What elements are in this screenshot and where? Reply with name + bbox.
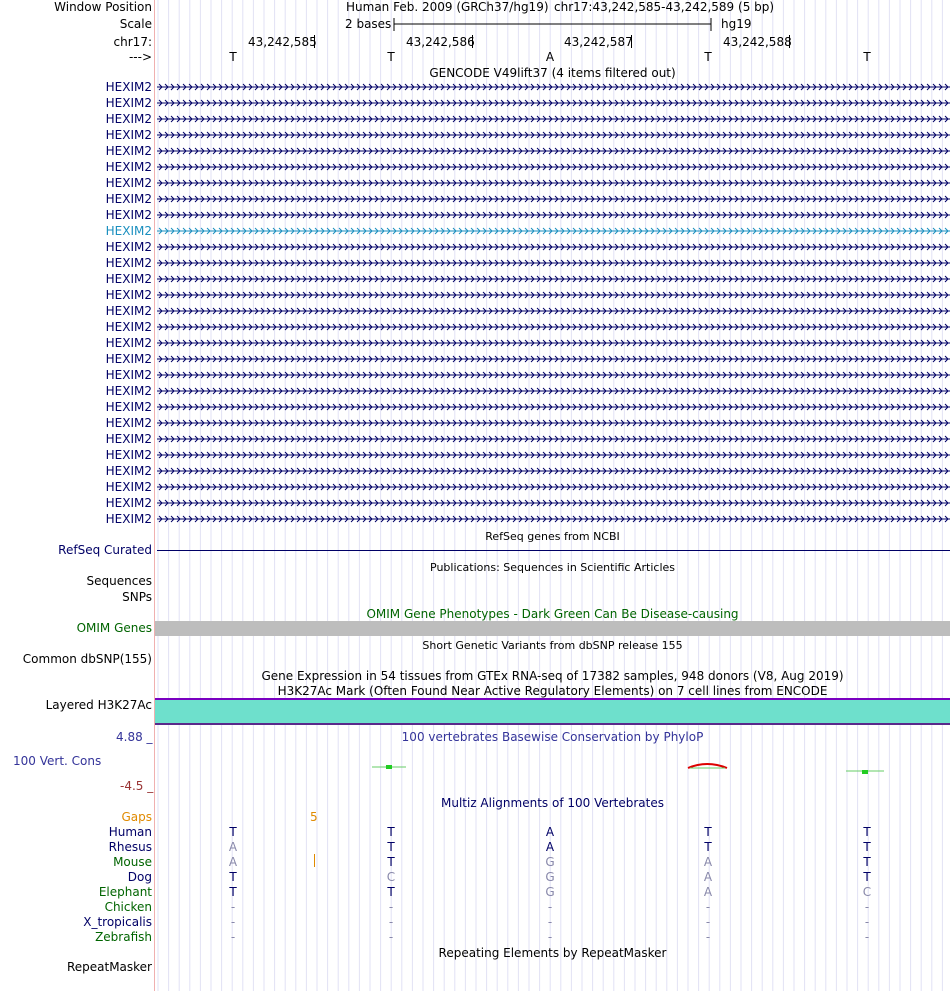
species-label[interactable]: Rhesus (108, 840, 152, 854)
transcript-label[interactable]: HEXIM2 (105, 96, 152, 110)
transcript-intron-line[interactable] (157, 367, 950, 383)
repeatmasker-track-title[interactable]: Repeating Elements by RepeatMasker (438, 946, 667, 960)
ruler-ticks (0, 33, 950, 49)
transcript-label[interactable]: HEXIM2 (105, 336, 152, 350)
transcript-label[interactable]: HEXIM2 (105, 160, 152, 174)
transcript-label[interactable]: HEXIM2 (105, 272, 152, 286)
transcript-label[interactable]: HEXIM2 (105, 256, 152, 270)
transcript-label[interactable]: HEXIM2 (105, 320, 152, 334)
alignment-base: - (230, 930, 236, 944)
transcript-intron-line[interactable] (157, 511, 950, 527)
gencode-transcript-row[interactable] (0, 111, 950, 127)
species-label[interactable]: Dog (127, 870, 152, 884)
transcript-label[interactable]: HEXIM2 (105, 448, 152, 462)
alignment-base: - (864, 930, 870, 944)
cons-track-title[interactable]: 100 vertebrates Basewise Conservation by PhyloP (401, 730, 704, 744)
alignment-base: T (229, 885, 237, 899)
publications-label[interactable]: Sequences (86, 574, 152, 588)
transcript-label[interactable]: HEXIM2 (105, 400, 152, 414)
alignment-base: T (387, 885, 395, 899)
transcript-intron-line[interactable] (157, 479, 950, 495)
alignment-base: T (229, 870, 237, 884)
transcript-intron-line[interactable] (157, 271, 950, 287)
transcript-intron-line[interactable] (157, 255, 950, 271)
alignment-base: - (230, 900, 236, 914)
alignment-base: T (863, 870, 871, 884)
gencode-transcript-row[interactable] (0, 143, 950, 159)
alignment-base: - (388, 915, 394, 929)
scale-db: hg19 (721, 17, 752, 31)
transcript-intron-line[interactable] (157, 319, 950, 335)
transcript-intron-line[interactable] (157, 159, 950, 175)
gencode-transcript-row[interactable] (0, 495, 950, 511)
gencode-transcript-row[interactable] (0, 431, 950, 447)
snps-label[interactable]: SNPs (122, 590, 152, 604)
gencode-transcript-row[interactable] (0, 79, 950, 95)
chrom-label[interactable]: chr17: (113, 35, 152, 49)
alignment-base: - (547, 900, 553, 914)
refseq-track-title[interactable]: RefSeq genes from NCBI (485, 530, 620, 543)
refseq-label[interactable]: RefSeq Curated (58, 543, 152, 557)
gencode-transcript-row[interactable] (0, 127, 950, 143)
gencode-transcript-row[interactable] (0, 415, 950, 431)
gencode-transcript-row[interactable] (0, 255, 950, 271)
window-position-label[interactable]: Window Position (54, 0, 152, 14)
transcript-intron-line[interactable] (157, 431, 950, 447)
species-label[interactable]: Mouse (113, 855, 152, 869)
alignment-base: T (387, 855, 395, 869)
transcript-label[interactable]: HEXIM2 (105, 176, 152, 190)
transcript-intron-line[interactable] (157, 399, 950, 415)
transcript-label[interactable]: HEXIM2 (105, 464, 152, 478)
alignment-base: C (386, 870, 396, 884)
transcript-intron-line[interactable] (157, 175, 950, 191)
tick-label: 43,242,588 (723, 35, 792, 49)
gencode-transcript-row[interactable] (0, 159, 950, 175)
gencode-transcript-row[interactable] (0, 463, 950, 479)
transcript-intron-line[interactable] (157, 111, 950, 127)
sequence-base: T (229, 50, 237, 64)
alignment-base: C (862, 885, 872, 899)
cons-label[interactable]: 100 Vert. Cons (13, 754, 102, 768)
assembly-label: Human Feb. 2009 (GRCh37/hg19) (346, 0, 549, 14)
gaps-value: 5 (310, 810, 318, 824)
transcript-label[interactable]: HEXIM2 (105, 384, 152, 398)
repeatmasker-label[interactable]: RepeatMasker (66, 960, 152, 974)
scale-value: 2 bases (345, 17, 392, 31)
alignment-base: T (863, 825, 871, 839)
alignment-base: - (547, 915, 553, 929)
alignment-base: - (230, 915, 236, 929)
species-label[interactable]: Zebrafish (95, 930, 152, 944)
gencode-transcript-row[interactable] (0, 239, 950, 255)
transcript-intron-line[interactable] (157, 303, 950, 319)
transcript-label[interactable]: HEXIM2 (105, 512, 152, 526)
transcript-label[interactable]: HEXIM2 (105, 416, 152, 430)
scale-label[interactable]: Scale (119, 17, 152, 31)
transcript-intron-line[interactable] (157, 287, 950, 303)
gencode-transcript-row[interactable] (0, 95, 950, 111)
gencode-transcript-row[interactable] (0, 175, 950, 191)
alignment-base: A (545, 825, 555, 839)
transcript-label[interactable]: HEXIM2 (105, 496, 152, 510)
transcript-intron-line[interactable] (157, 239, 950, 255)
alignment-base: - (547, 930, 553, 944)
alignment-base: T (704, 840, 712, 854)
gencode-transcript-row[interactable] (0, 303, 950, 319)
gencode-transcript-row[interactable] (0, 479, 950, 495)
transcript-intron-line[interactable] (157, 143, 950, 159)
gencode-transcript-row[interactable] (0, 287, 950, 303)
transcript-intron-line[interactable] (157, 383, 950, 399)
transcript-label[interactable]: HEXIM2 (105, 240, 152, 254)
alignment-base: T (387, 825, 395, 839)
alignment-base: A (703, 885, 713, 899)
scale-bar (392, 17, 714, 32)
alignment-base: A (545, 840, 555, 854)
gencode-transcript-row[interactable] (0, 367, 950, 383)
alignment-base: T (387, 840, 395, 854)
publications-track-title[interactable]: Publications: Sequences in Scientific Articles (430, 561, 675, 574)
h3k27ac-signal[interactable] (155, 700, 950, 723)
dbsnp-label[interactable]: Common dbSNP(155) (22, 652, 152, 666)
gencode-transcript-row[interactable] (0, 383, 950, 399)
alignment-base: G (545, 855, 555, 869)
gaps-label[interactable]: Gaps (121, 810, 152, 824)
alignment-base: - (705, 900, 711, 914)
alignment-base: G (545, 885, 555, 899)
gencode-transcript-row[interactable] (0, 351, 950, 367)
alignment-base: - (388, 900, 394, 914)
transcript-intron-line[interactable] (157, 463, 950, 479)
position-label: chr17:43,242,585-43,242,589 (5 bp) (554, 0, 775, 14)
transcript-intron-line[interactable] (157, 351, 950, 367)
h3k27ac-label[interactable]: Layered H3K27Ac (45, 698, 152, 712)
species-label[interactable]: Chicken (104, 900, 152, 914)
alignment-base: T (863, 840, 871, 854)
transcript-intron-line[interactable] (157, 223, 950, 239)
species-label[interactable]: Elephant (98, 885, 152, 899)
cons-max-label: 4.88 _ (116, 730, 153, 744)
transcript-label[interactable]: HEXIM2 (105, 80, 152, 94)
gencode-transcript-row[interactable] (0, 207, 950, 223)
transcript-intron-line[interactable] (157, 95, 950, 111)
alignment-base: A (228, 840, 238, 854)
tick-label: 43,242,587 (564, 35, 633, 49)
alignment-base: T (704, 825, 712, 839)
sequence-base: T (863, 50, 871, 64)
species-label[interactable]: Human (108, 825, 152, 839)
transcript-intron-line[interactable] (157, 495, 950, 511)
gencode-transcript-row[interactable] (0, 335, 950, 351)
tick-label: 43,242,586 (406, 35, 475, 49)
transcript-intron-line[interactable] (157, 79, 950, 95)
multiz-track-title[interactable]: Multiz Alignments of 100 Vertebrates (440, 796, 665, 810)
alignment-base: - (864, 915, 870, 929)
species-label[interactable]: X_tropicalis (83, 915, 152, 929)
sequence-base: T (387, 50, 395, 64)
alignment-base: G (545, 870, 555, 884)
gencode-track-title[interactable]: GENCODE V49lift37 (4 items filtered out) (429, 66, 676, 80)
gencode-transcript-row[interactable] (0, 191, 950, 207)
gencode-transcript-row[interactable] (0, 319, 950, 335)
transcript-label[interactable]: HEXIM2 (105, 480, 152, 494)
transcript-label[interactable]: HEXIM2 (105, 224, 152, 238)
transcript-intron-line[interactable] (157, 207, 950, 223)
mouse-insert-mark (314, 854, 315, 867)
alignment-base: - (864, 900, 870, 914)
gencode-transcript-row[interactable] (0, 399, 950, 415)
transcript-label[interactable]: HEXIM2 (105, 128, 152, 142)
transcript-label[interactable]: HEXIM2 (105, 192, 152, 206)
transcript-label[interactable]: HEXIM2 (105, 144, 152, 158)
tick-label: 43,242,585 (248, 35, 317, 49)
alignment-base: - (705, 915, 711, 929)
sequence-base: T (704, 50, 712, 64)
omim-bar[interactable] (155, 621, 950, 636)
refseq-gene-line[interactable] (157, 550, 950, 551)
alignment-base: T (863, 855, 871, 869)
sequence-base: A (545, 50, 555, 64)
alignment-base: T (229, 825, 237, 839)
h3k27ac-bottom-line (155, 723, 950, 725)
alignment-base: - (388, 930, 394, 944)
transcript-intron-line[interactable] (157, 191, 950, 207)
alignment-base: - (705, 930, 711, 944)
dbsnp-track-title[interactable]: Short Genetic Variants from dbSNP release 155 (422, 639, 683, 652)
transcript-intron-line[interactable] (157, 415, 950, 431)
cons-graph[interactable] (0, 760, 950, 776)
cons-min-label: -4.5 _ (120, 779, 154, 793)
h3k27ac-track-title[interactable]: H3K27Ac Mark (Often Found Near Active Regulatory Elements) on 7 cell lines from ENCODE (277, 684, 828, 698)
omim-label[interactable]: OMIM Genes (76, 621, 152, 635)
transcript-intron-line[interactable] (157, 447, 950, 463)
gencode-transcript-row[interactable] (0, 271, 950, 287)
transcript-label[interactable]: HEXIM2 (105, 352, 152, 366)
transcript-label[interactable]: HEXIM2 (105, 304, 152, 318)
alignment-base: A (703, 870, 713, 884)
transcript-label[interactable]: HEXIM2 (105, 368, 152, 382)
omim-track-title[interactable]: OMIM Gene Phenotypes - Dark Green Can Be Disease-causing (366, 607, 739, 621)
strand-label[interactable]: ---> (128, 50, 152, 64)
gencode-transcript-row[interactable] (0, 223, 950, 239)
transcript-intron-line[interactable] (157, 335, 950, 351)
gencode-transcript-row[interactable] (0, 447, 950, 463)
transcript-intron-line[interactable] (157, 127, 950, 143)
transcript-label[interactable]: HEXIM2 (105, 288, 152, 302)
gencode-transcript-row[interactable] (0, 511, 950, 527)
transcript-label[interactable]: HEXIM2 (105, 112, 152, 126)
gtex-track-title[interactable]: Gene Expression in 54 tissues from GTEx RNA-seq of 17382 samples, 948 donors (V8, Aug 2019) (261, 669, 844, 683)
alignment-base: A (228, 855, 238, 869)
transcript-label[interactable]: HEXIM2 (105, 432, 152, 446)
transcript-label[interactable]: HEXIM2 (105, 208, 152, 222)
alignment-base: A (703, 855, 713, 869)
